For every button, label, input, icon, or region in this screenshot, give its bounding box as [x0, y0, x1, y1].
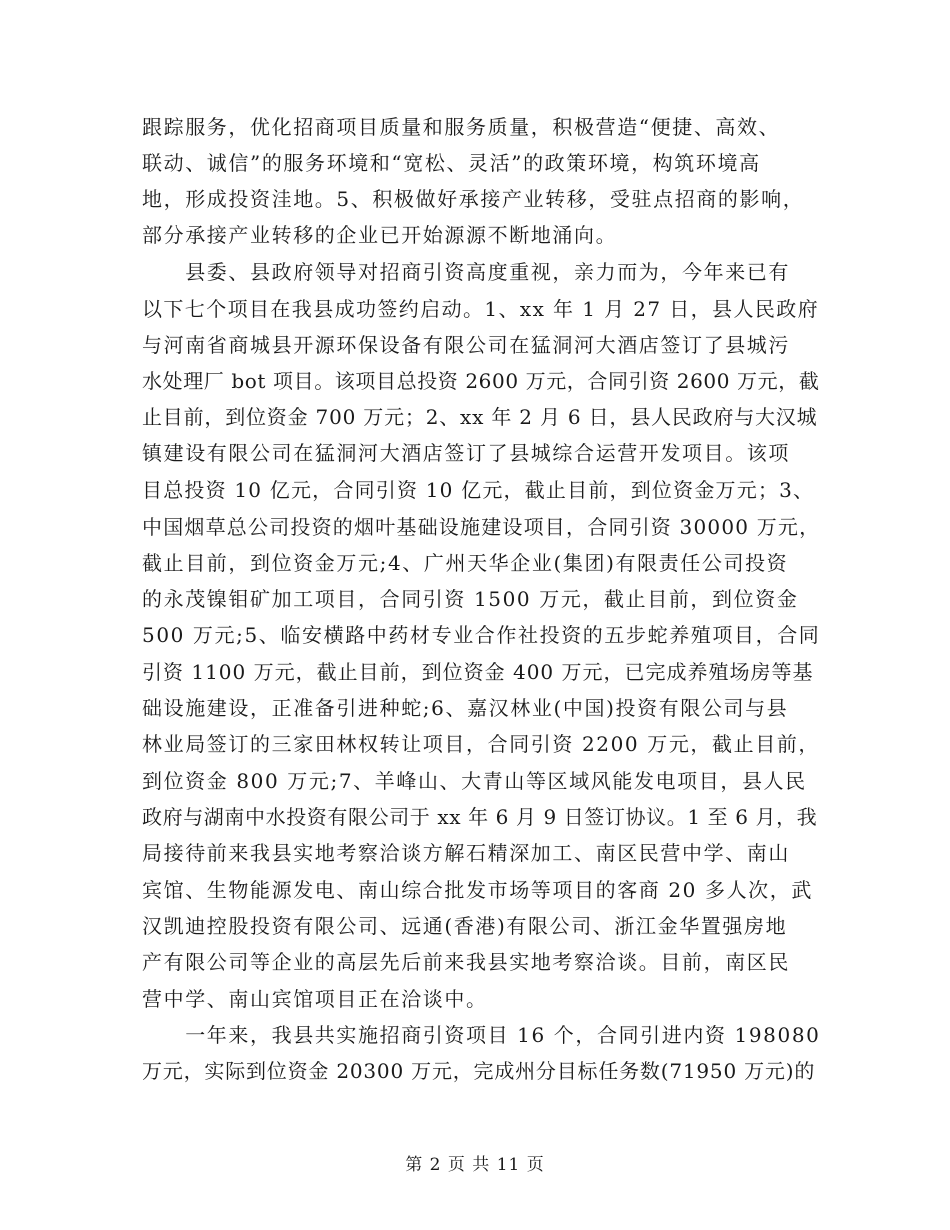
text-line: 营中学、南山宾馆项目正在洽谈中。: [142, 987, 488, 1011]
text-line: 汉凯迪控股投资有限公司、远通(香港)有限公司、浙江金华置强房地: [142, 914, 788, 938]
text-line: 宾馆、生物能源发电、南山综合批发市场等项目的客商 20 多人次，武: [142, 878, 813, 902]
text-line: 部分承接产业转移的企业已开始源源不断地涌向。: [142, 223, 618, 247]
text-line: 政府与湖南中水投资有限公司于 xx 年 6 月 9 日签订协议。1 至 6 月，我: [142, 805, 818, 829]
text-line: 产有限公司等企业的高层先后前来我县实地考察洽谈。目前，南区民: [142, 950, 790, 974]
text-line: 一年来，我县共实施招商引资项目 16 个，合同引进内资 198080: [142, 1023, 821, 1047]
text-line: 跟踪服务，优化招商项目质量和服务质量，积极营造“便捷、高效、: [142, 115, 781, 139]
text-line: 万元，实际到位资金 20300 万元，完成州分目标任务数(71950 万元)的: [142, 1059, 816, 1083]
text-line: 与河南省商城县开源环保设备有限公司在猛洞河大酒店签订了县城污: [142, 333, 790, 357]
text-line: 500 万元;5、临安横路中药材专业合作社投资的五步蛇养殖项目，合同: [142, 623, 821, 647]
text-line: 的永茂镍钼矿加工项目，合同引资 1500 万元，截止目前，到位资金: [142, 587, 799, 611]
text-line: 础设施建设，正准备引进种蛇;6、嘉汉林业(中国)投资有限公司与县: [142, 696, 789, 720]
text-line: 目总投资 10 亿元，合同引资 10 亿元，截止目前，到位资金万元；3、: [142, 478, 815, 502]
text-line: 联动、诚信”的服务环境和“宽松、灵活”的政策环境，构筑环境高: [142, 151, 761, 175]
text-line: 止目前，到位资金 700 万元；2、xx 年 2 月 6 日，县人民政府与大汉城: [142, 405, 818, 429]
text-line: 县委、县政府领导对招商引资高度重视，亲力而为，今年来已有: [142, 260, 790, 284]
text-line: 林业局签订的三家田林权转让项目，合同引资 2200 万元，截止目前，: [142, 732, 821, 756]
text-line: 到位资金 800 万元;7、羊峰山、大青山等区域风能发电项目，县人民: [142, 769, 807, 793]
text-line: 局接待前来我县实地考察洽谈方解石精深加工、南区民营中学、南山: [142, 841, 790, 865]
text-line: 中国烟草总公司投资的烟叶基础设施建设项目，合同引资 30000 万元，: [142, 515, 821, 539]
text-line: 截止目前，到位资金万元;4、广州天华企业(集团)有限责任公司投资: [142, 551, 789, 575]
text-line: 以下七个项目在我县成功签约启动。1、xx 年 1 月 27 日，县人民政府: [142, 297, 820, 321]
text-line: 地，形成投资洼地。5、积极做好承接产业转移，受驻点招商的影响，: [142, 187, 805, 211]
text-line: 水处理厂 bot 项目。该项目总投资 2600 万元，合同引资 2600 万元，截: [142, 369, 820, 393]
text-line: 镇建设有限公司在猛洞河大酒店签订了县城综合运营开发项目。该项: [142, 441, 790, 465]
text-line: 引资 1100 万元，截止目前，到位资金 400 万元，已完成养殖场房等基: [142, 660, 814, 684]
page-number-footer: 第 2 页 共 11 页: [405, 1155, 545, 1175]
